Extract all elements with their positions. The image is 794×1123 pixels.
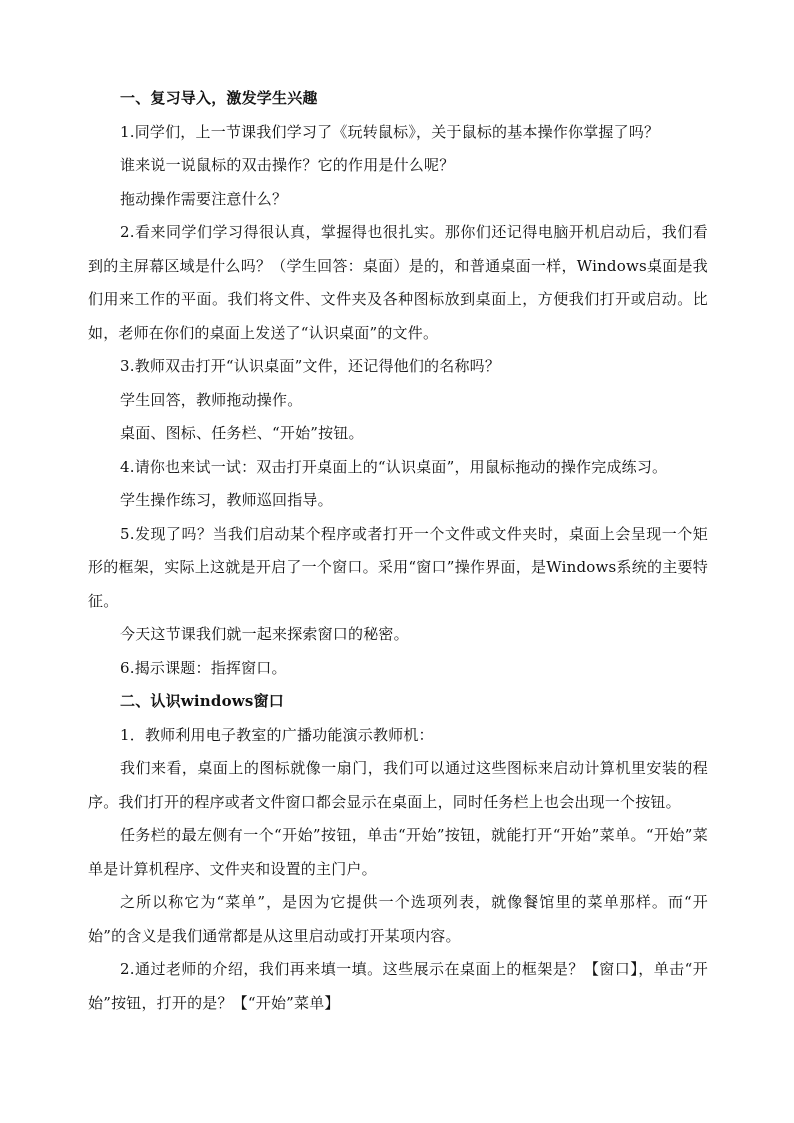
paragraph: 3.教师双击打开“认识桌面”文件，还记得他们的名称吗？ bbox=[120, 357, 501, 375]
paragraph: 今天这节课我们就一起来探索窗口的秘密。 bbox=[120, 625, 409, 643]
paragraph: 4.请你也来试一试：双击打开桌面上的“认识桌面”，用鼠标拖动的操作完成练习。 bbox=[120, 457, 668, 476]
paragraph: 拖动操作需要注意什么？ bbox=[120, 189, 288, 208]
section-heading-2: 二、认识windows窗口 bbox=[120, 692, 284, 710]
section-heading-1: 一、复习导入，激发学生兴趣 bbox=[120, 89, 318, 107]
paragraph: 桌面、图标、任务栏、“开始”按钮。 bbox=[120, 424, 364, 442]
paragraph: 2.通过老师的介绍，我们再来填一填。这些展示在桌面上的框架是？【窗口】，单击“开始”按钮，打开的是？【“开始”菜单】 bbox=[88, 960, 708, 1012]
paragraph: 任务栏的最左侧有一个“开始”按钮，单击“开始”按钮，就能打开“开始”菜单。“开始”菜单是计算机程序、文件夹和设置的主门户。 bbox=[88, 826, 708, 878]
paragraph: 我们来看，桌面上的图标就像一扇门，我们可以通过这些图标来启动计算机里安装的程序。我们打开的程序或者文件窗口都会显示在桌面上，同时任务栏上也会出现一个按钮。 bbox=[88, 759, 708, 811]
paragraph: 1.同学们，上一节课我们学习了《玩转鼠标》，关于鼠标的基本操作你掌握了吗？ bbox=[120, 122, 660, 141]
paragraph: 学生回答，教师拖动操作。 bbox=[120, 390, 303, 409]
paragraph: 5.发现了吗？当我们启动某个程序或者打开一个文件或文件夹时，桌面上会呈现一个矩形的框架，实际上这就是开启了一个窗口。采用“窗口”操作界面，是Windows系统的主要特征。 bbox=[88, 524, 708, 610]
paragraph: 之所以称它为“菜单”，是因为它提供一个选项列表，就像餐馆里的菜单那样。而“开始”的含义是我们通常都是从这里启动或打开某项内容。 bbox=[88, 893, 708, 945]
document-page bbox=[88, 82, 708, 1020]
paragraph: 2.看来同学们学习得很认真，掌握得也很扎实。那你们还记得电脑开机启动后，我们看到的主屏幕区域是什么吗？（学生回答：桌面）是的，和普通桌面一样，Windows桌面是我们用来工作的平面。我们将文件、文件夹及各种图标放到桌面上，方便我们打开或启动。比如，老师在你们的桌面上发送了“认识桌面”的文件。 bbox=[88, 223, 708, 342]
paragraph: 6.揭示课题：指挥窗口。 bbox=[120, 658, 287, 677]
paragraph: 谁来说一说鼠标的双击操作？它的作用是什么呢？ bbox=[120, 156, 455, 174]
paragraph: 1．教师利用电子教室的广播功能演示教师机： bbox=[120, 725, 434, 744]
paragraph: 学生操作练习，教师巡回指导。 bbox=[120, 491, 333, 509]
